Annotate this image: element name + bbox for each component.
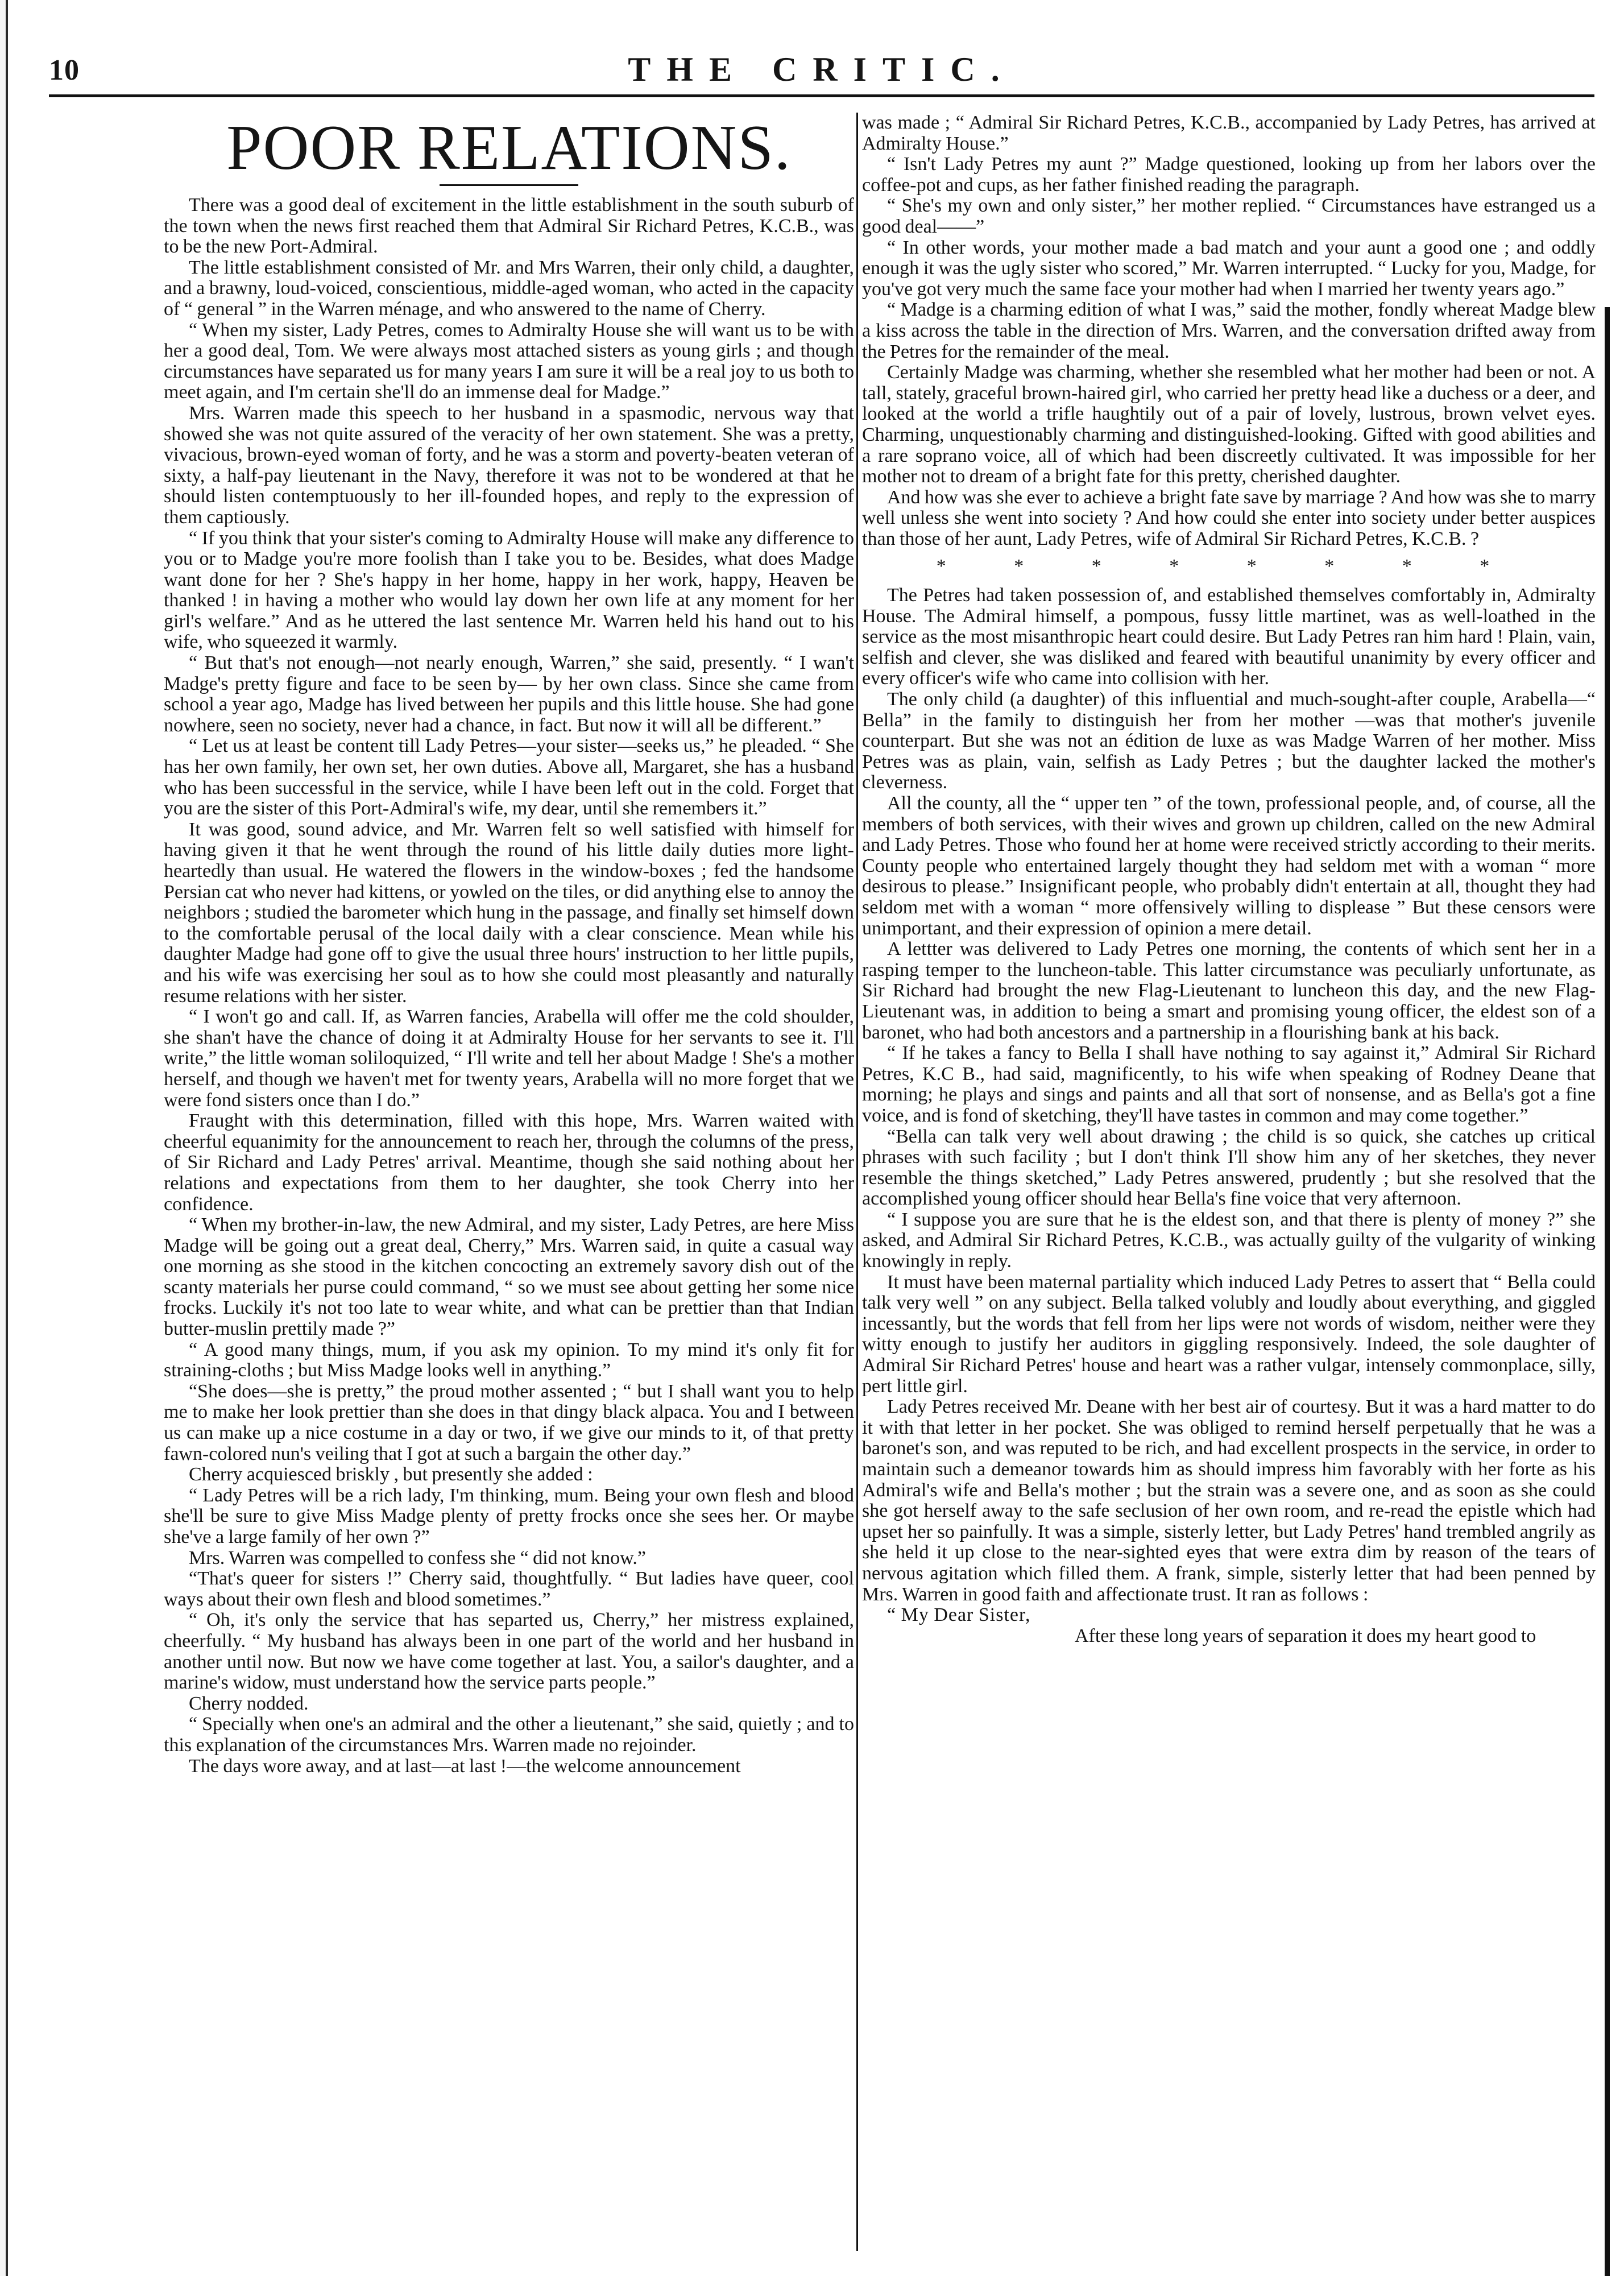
article-title: POOR RELATIONS. [226,113,792,183]
paragraph: “She does—she is pretty,” the proud mother assented ; “ but I shall want you to help me to make her look prettier than she does in that dingy black alpaca. You and I between us can make up a nice costume in a day or two, if we give our minds to it, of that pretty fawn-colored nun's veiling that I got at such a bargain the other day.” [164,1380,854,1464]
column-rule [856,113,858,2251]
paragraph: “ I won't go and call. If, as Warren fancies, Arabella will offer me the cold shoulder, she shan't have the chance of doing it at Admiralty House for her servants to see it. I'll write,” the little woman soliloquized, “ I'll write and tell her about Madge ! She's a mother herself, and though we haven't met for twenty years, Arabella will no more forget that we were fond sisters once than I do.” [164,1006,854,1111]
paragraph: Cherry acquiesced briskly , but presently she added : [189,1464,593,1485]
title-underline [440,184,578,186]
paragraph: “ In other words, your mother made a bad match and your aunt a good one ; and oddly enough it was the ugly sister who scored,” Mr. Warren interrupted. “ Lucky for you, Madge, for you've got very much the same face your mother had when I married her twenty years ago.” [862,237,1596,300]
paragraph: “ If he takes a fancy to Bella I shall have nothing to say against it,” Admiral Sir Richard Petres, K.C B., had said, magnificently, to his wife when speaking of Rodney Deane that morning; he plays and sings and paints and all that sort of nonsense, and as Bella's got a fine voice, and is fond of sketching, they'll have tastes in common and may come together.” [862,1042,1596,1126]
paragraph: “ She's my own and only sister,” her mother replied. “ Circumstances have estranged us a good deal——” [862,195,1596,237]
paragraph: Certainly Madge was charming, whether she resembled what her mother had been or not. A tall, stately, graceful brown-haired girl, who carried her pretty head like a duchess or a deer, and looked at the world a trifle haughtily out of a pair of lovely, lustrous, brown velvet eyes. Charming, unquestionably charming and distinguished-looking. Gifted with good abilities and a rare soprano voice, all of which had been discreetly cultivated. It was impossible for her mother not to dream of a bright fate for this pretty, cherished daughter. [862,362,1596,487]
paragraph: “ Specially when one's an admiral and the other a lieutenant,” she said, quietly ; and to this explanation of the circumstances Mrs. Warren made no rejoinder. [164,1714,854,1756]
page-right-edge [1605,307,1610,2276]
paragraph: Fraught with this determination, filled with this hope, Mrs. Warren waited with cheerful equanimity for the announcement to reach her, through the columns of the press, of Sir Richard and Lady Petres' arrival. Meantime, though she said nothing about her relations and expectations from them to her daughter, she took Cherry into her confidence. [164,1110,854,1215]
paragraph: “That's queer for sisters !” Cherry said, thoughtfully. “ But ladies have queer, cool ways about their own flesh and blood sometimes.” [164,1568,854,1610]
page-number: 10 [49,54,80,86]
paragraph: “Bella can talk very well about drawing ; the child is so quick, she catches up critical phrases with such facility ; but I don't think I'll show him any of her sketches, they never resemble the things sketched,” Lady Petres answered, prudently ; but she resolved that the accomplished young officer should hear Bella's fine voice that very afternoon. [862,1125,1596,1210]
paragraph: The Petres had taken possession of, and established themselves comfortably in, Admiralty House. The Admiral himself, a pompous, fussy little martinet, was as well-loathed in the service as the most misanthropic heart could desire. But Lady Petres ran him hard ! Plain, vain, selfish and clever, she was disliked and feared with beautiful unanimity by every officer and every officer's wife who came into collision with her. [862,585,1596,689]
publication-title: THE CRITIC. [628,51,1016,88]
paragraph: It must have been maternal partiality which induced Lady Petres to assert that “ Bella could talk very well ” on any subject. Bella talked volubly and loudly about everything, and giggled incessantly, but the words that fell from her lips were not words of wisdom, neither were they witty enough to justify her auditors in giggling responsively. Indeed, the sole daughter of Admiral Sir Richard Petres' house and heart was a rather vulgar, intensely commonplace, silly, pert little girl. [862,1271,1596,1397]
right-column-text-part-two [862,585,1596,1605]
paragraph: “ Let us at least be content till Lady Petres—your sister—seeks us,” he pleaded. “ She has her own family, her own set, her own duties. Above all, Margaret, she has a husband who has been successful in the service, while I have been left out in the cold. Forget that you are the sister of this Port-Admiral's wife, my dear, until she remembers it.” [164,735,854,820]
paragraph: “ Lady Petres will be a rich lady, I'm thinking, mum. Being your own flesh and blood she'll be sure to give Miss Madge plenty of pretty frocks once she sees her. Or maybe she've a large family of her own ?” [164,1484,854,1547]
paragraph: “ If you think that your sister's coming to Admiralty House will make any difference to you or to Madge you're more foolish than I take you to be. Besides, what does Madge want done for her ? She's happy in her home, happy in her work, happy, Heaven be thanked ! in having a mother who would lay down her own life at any moment for her girl's welfare.” And as he uttered the last sentence Mr. Warren held his hand out to his wife, who squeezed it warmly. [164,527,854,653]
paragraph: All the county, all the “ upper ten ” of the town, professional people, and, of course, all the members of both services, with their wives and grown up children, called on the new Admiral and Lady Petres. Those who found her at home were received strictly according to their merits. County people who entertained largely thought they had seldom met with a woman “ more desirous to please.” Insignificant people, who probably didn't entertain at all, thought they had seldom met with a woman “ more offensively willing to displease ” But these censors were unimportant, and their expression of opinion a mere detail. [862,793,1596,939]
paragraph: “ A good many things, mum, if you ask my opinion. To my mind it's only fit for straining-cloths ; but Miss Madge looks well in anything.” [164,1339,854,1381]
paragraph: The days wore away, and at last—at last !—the welcome announcement [189,1755,741,1777]
paragraph: And how was she ever to achieve a bright fate save by marriage ? And how was she to marry well unless she went into society ? And how could she enter into society under better auspices than those of her aunt, Lady Petres, wife of Admiral Sir Richard Petres, K.C.B. ? [862,486,1596,549]
paragraph: Mrs. Warren made this speech to her husband in a spasmodic, nervous way that showed she was not quite assured of the veracity of her own statement. She was a pretty, vivacious, brown-eyed woman of forty, and he was a storm and poverty-beaten veteran of sixty, a half-pay lieutenant in the Navy, therefore it was not to be wondered at that he should listen contemptuously to her ill-founded hopes, and reply to the expression of them captiously. [164,402,854,528]
page-left-edge [0,0,8,2276]
right-column-text-part-one [862,113,1596,549]
paragraph: “ When my brother-in-law, the new Admiral, and my sister, Lady Petres, are here Miss Madge will be going out a great deal, Cherry,” Mrs. Warren said, in quite a casual way one morning as she stood in the kitchen concocting an extremely savory dish out of the scanty materials her purse could command, “ so we must see about getting her some nice frocks. Luckily it's not too late to wear white, and what can be prettier than that Indian butter-muslin prettily made ?” [164,1214,854,1340]
letter-opening: After these long years of separation it does my heart good to [1075,1625,1536,1646]
paragraph: “ Oh, it's only the service that has separted us, Cherry,” her mistress explained, cheerfully. “ My husband has always been in one part of the world and her husband in another until now. But now we have come together at last. You, a sailor's daughter, and a marine's widow, must understand how the service parts people.” [164,1609,854,1694]
paragraph: It was good, sound advice, and Mr. Warren felt so well satisfied with himself for having given it that he went through the round of his little daily duties more light-heartedly than usual. He watered the flowers in the window-boxes ; fed the handsome Persian cat who never had kittens, or yowled on the tiles, or did anything else to annoy the neighbors ; studied the barometer which hung in the passage, and finally set himself down to the comfortable perusal of the local daily with a clear conscience. Mean while his daughter Madge had gone off to give the usual three hours' instruction to her little pupils, and his wife was exercising her soul as to how she could most pleasantly and naturally resume relations with her sister. [164,818,854,1007]
paragraph: Cherry nodded. [189,1692,309,1714]
paragraph: The only child (a daughter) of this influential and much-sought-after couple, Arabella—“ Bella” in the family to distinguish her from her mother —was that mother's juvenile counterpart. But she was not an édition de luxe as was Madge Warren of her mother. Miss Petres was as plain, vain, selfish as Lady Petres ; but the daughter lacked the mother's cleverness. [862,689,1596,793]
paragraph: Lady Petres received Mr. Deane with her best air of courtesy. But it was a hard matter to do it with that letter in her pocket. She was obliged to remind herself perpetually that he was a baronet's son, and was reputed to be rich, and had excellent prospects in the service, in order to maintain such a demeanor towards him as should impress him favorably with her forte as his Admiral's wife and Bella's mother ; but the strain was a severe one, and as soon as she could she got herself away to the safe seclusion of her own room, and re-read the epistle which had upset her so painfully. It was a simple, sisterly letter, but Lady Petres' hand trembled angrily as she held it up close to the near-sighted eyes that were extra dim by reason of the tears of nervous agitation which filled them. A frank, simple, sisterly letter that had been penned by Mrs. Warren in good faith and affectionate trust. It ran as follows : [862,1396,1596,1605]
paragraph: “ But that's not enough—not nearly enough, Warren,” she said, presently. “ I wan't Madge's pretty figure and face to be seen by— by her own class. Since she came from school a year ago, Madge has lived between her pupils and this little house. She had gone nowhere, seen no society, never had a chance, in fact. But now it will all be different.” [164,652,854,736]
paragraph: “ Isn't Lady Petres my aunt ?” Madge questioned, looking up from her labors over the coffee-pot and cups, as her father finished reading the paragraph. [862,154,1596,196]
paragraph: “ I suppose you are sure that he is the eldest son, and that there is plenty of money ?” she asked, and Admiral Sir Richard Petres, K.C.B., was actually guilty of the vulgarity of winking knowingly in reply. [862,1209,1596,1272]
paragraph: There was a good deal of excitement in the little establishment in the south suburb of the town when the news first reached them that Admiral Sir Richard Petres, K.C.B., was to be the new Port-Admiral. [164,195,854,258]
paragraph: was made ; “ Admiral Sir Richard Petres, K.C.B., accompanied by Lady Petres, has arrived at Admiralty House.” [862,113,1596,154]
left-column-text [164,195,854,1777]
paragraph: Mrs. Warren was compelled to confess she “ did not know.” [189,1547,647,1569]
paragraph: “ When my sister, Lady Petres, comes to Admiralty House she will want us to be with her a good deal, Tom. We were always most attached sisters as young girls ; and though circumstances have separated us for many years I am sure it will be a real joy to us both to meet again, and I'm certain she'll do an immense deal for Madge.” [164,319,854,403]
section-break: * * * * * * * * [936,556,1522,577]
page-header [49,49,1594,97]
paragraph: A lettter was delivered to Lady Petres one morning, the contents of which sent her in a rasping temper to the luncheon-table. This latter circumstance was peculiarly unfortunate, as Sir Richard had brought the new Flag-Lieutenant to luncheon this day, and the new Flag-Lieutenant was, in addition to being a smart and promising young officer, the eldest son of a baronet, who had both ancestors and a partnership in a flourishing bank at his back. [862,938,1596,1043]
letter-salutation: “ My Dear Sister, [887,1604,1031,1626]
paragraph: The little establishment consisted of Mr. and Mrs Warren, their only child, a daughter, and a brawny, loud-voiced, conscientious, middle-aged woman, who acted in the capacity of “ general ” in the Warren ménage, and who answered to the name of Cherry. [164,256,854,320]
right-column [862,113,1596,2251]
paragraph: “ Madge is a charming edition of what I was,” said the mother, fondly whereat Madge blew a kiss across the table in the direction of Mrs. Warren, and the conversation drifted away from the Petres for the remainder of the meal. [862,299,1596,362]
left-column [164,113,854,2251]
